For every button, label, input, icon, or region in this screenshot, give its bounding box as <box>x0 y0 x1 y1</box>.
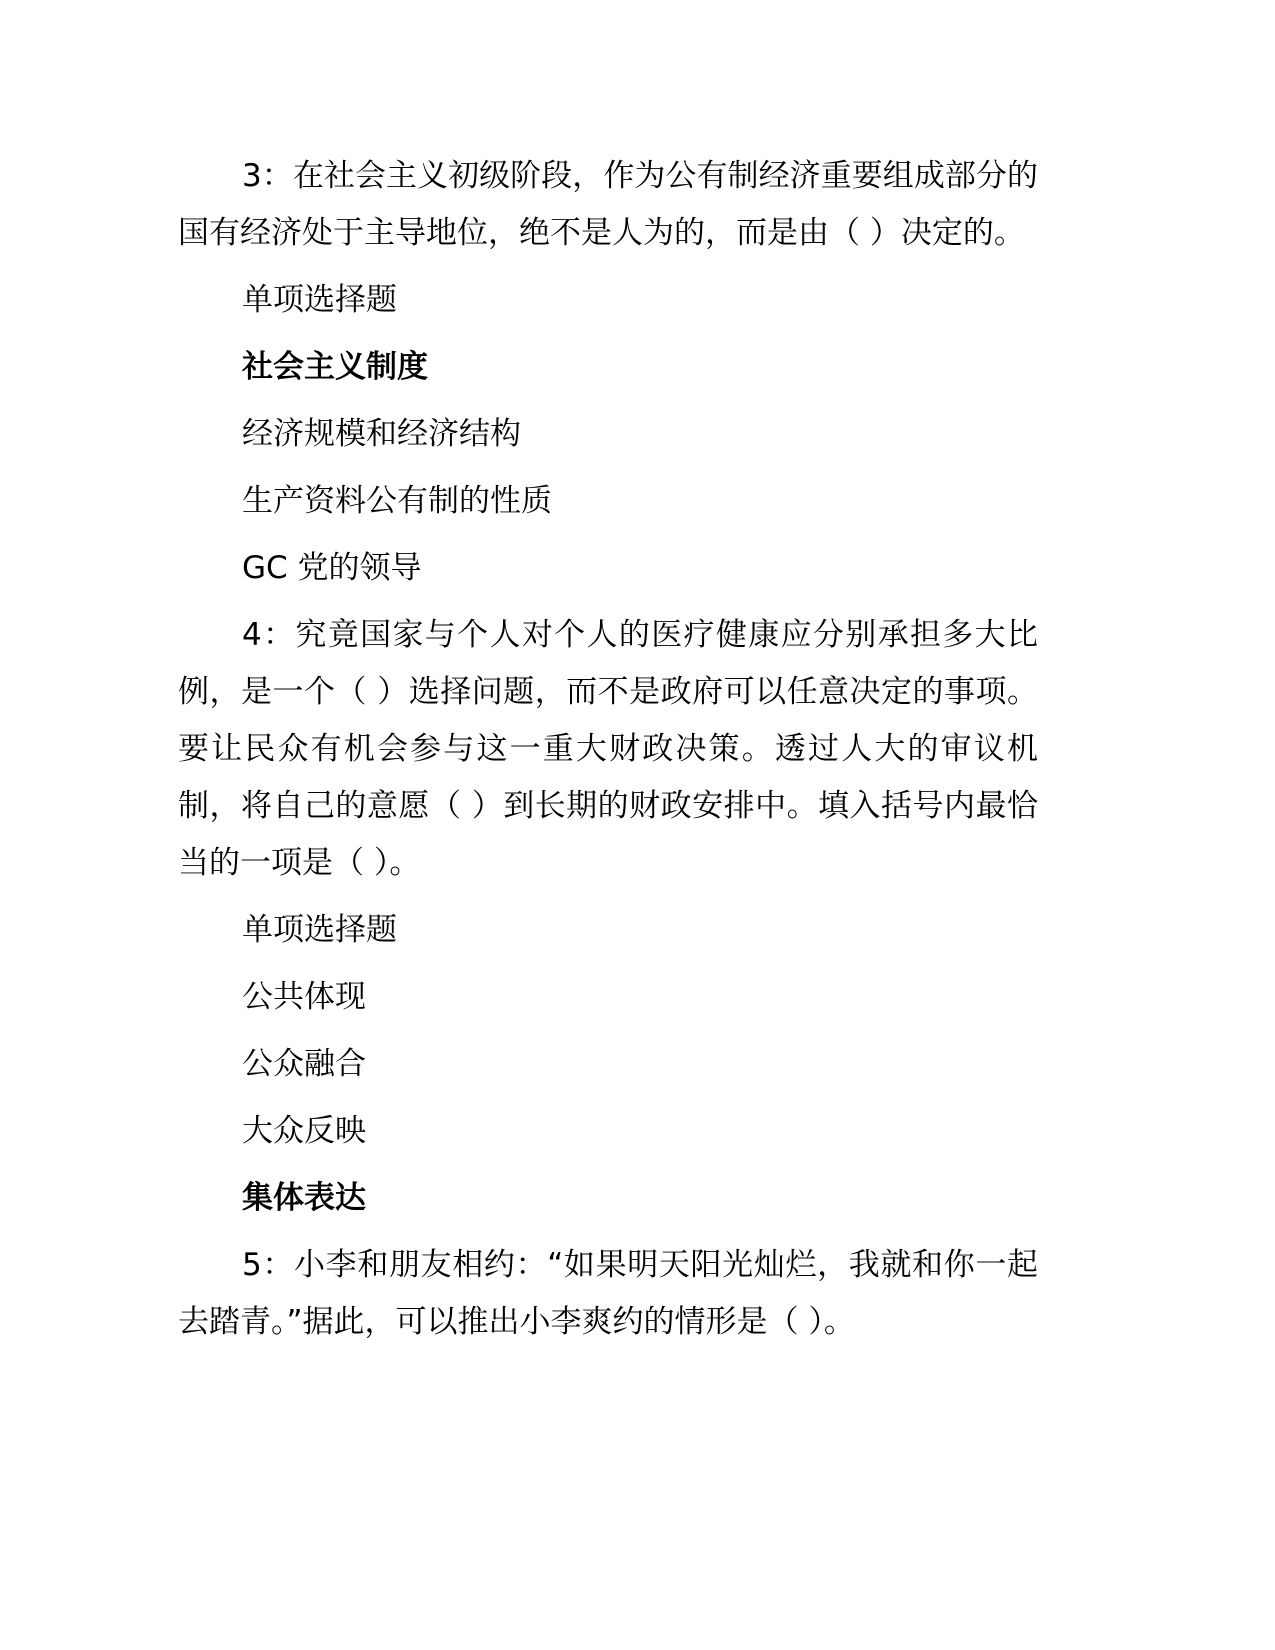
question-3-option-2: 经济规模和经济结构 <box>242 416 521 452</box>
question-3-text: 3：在社会主义初级阶段，作为公有制经济重要组成部分的国有经济处于主导地位，绝不是人为的，而是由（ ）决定的。 <box>178 158 1038 251</box>
question-4-option-4: 集体表达 <box>242 1180 366 1216</box>
question-3-option-1: 社会主义制度 <box>242 349 428 385</box>
question-4-option-3: 大众反映 <box>242 1113 366 1149</box>
document-page <box>178 148 1038 1361</box>
question-3-option-3: 生产资料公有制的性质 <box>242 483 552 519</box>
question-3-type: 单项选择题 <box>242 282 397 318</box>
question-5-text: 5：小李和朋友相约：“如果明天阳光灿烂，我就和你一起去踏青。”据此，可以推出小李爽约的情形是（ ）。 <box>178 1247 1038 1340</box>
question-4-text: 4：究竟国家与个人对个人的医疗健康应分别承担多大比例，是一个（ ）选择问题，而不是政府可以任意决定的事项。要让民众有机会参与这一重大财政决策。透过人大的审议机制，将自己的意愿（ ）到长期的财政安排中。填入括号内最恰当的一项是（ ）。 <box>178 617 1038 881</box>
question-3-option-4: GC 党的领导 <box>242 550 422 586</box>
question-4-option-1: 公共体现 <box>242 979 366 1015</box>
question-4-option-2: 公众融合 <box>242 1046 366 1082</box>
question-4-type: 单项选择题 <box>242 912 397 948</box>
